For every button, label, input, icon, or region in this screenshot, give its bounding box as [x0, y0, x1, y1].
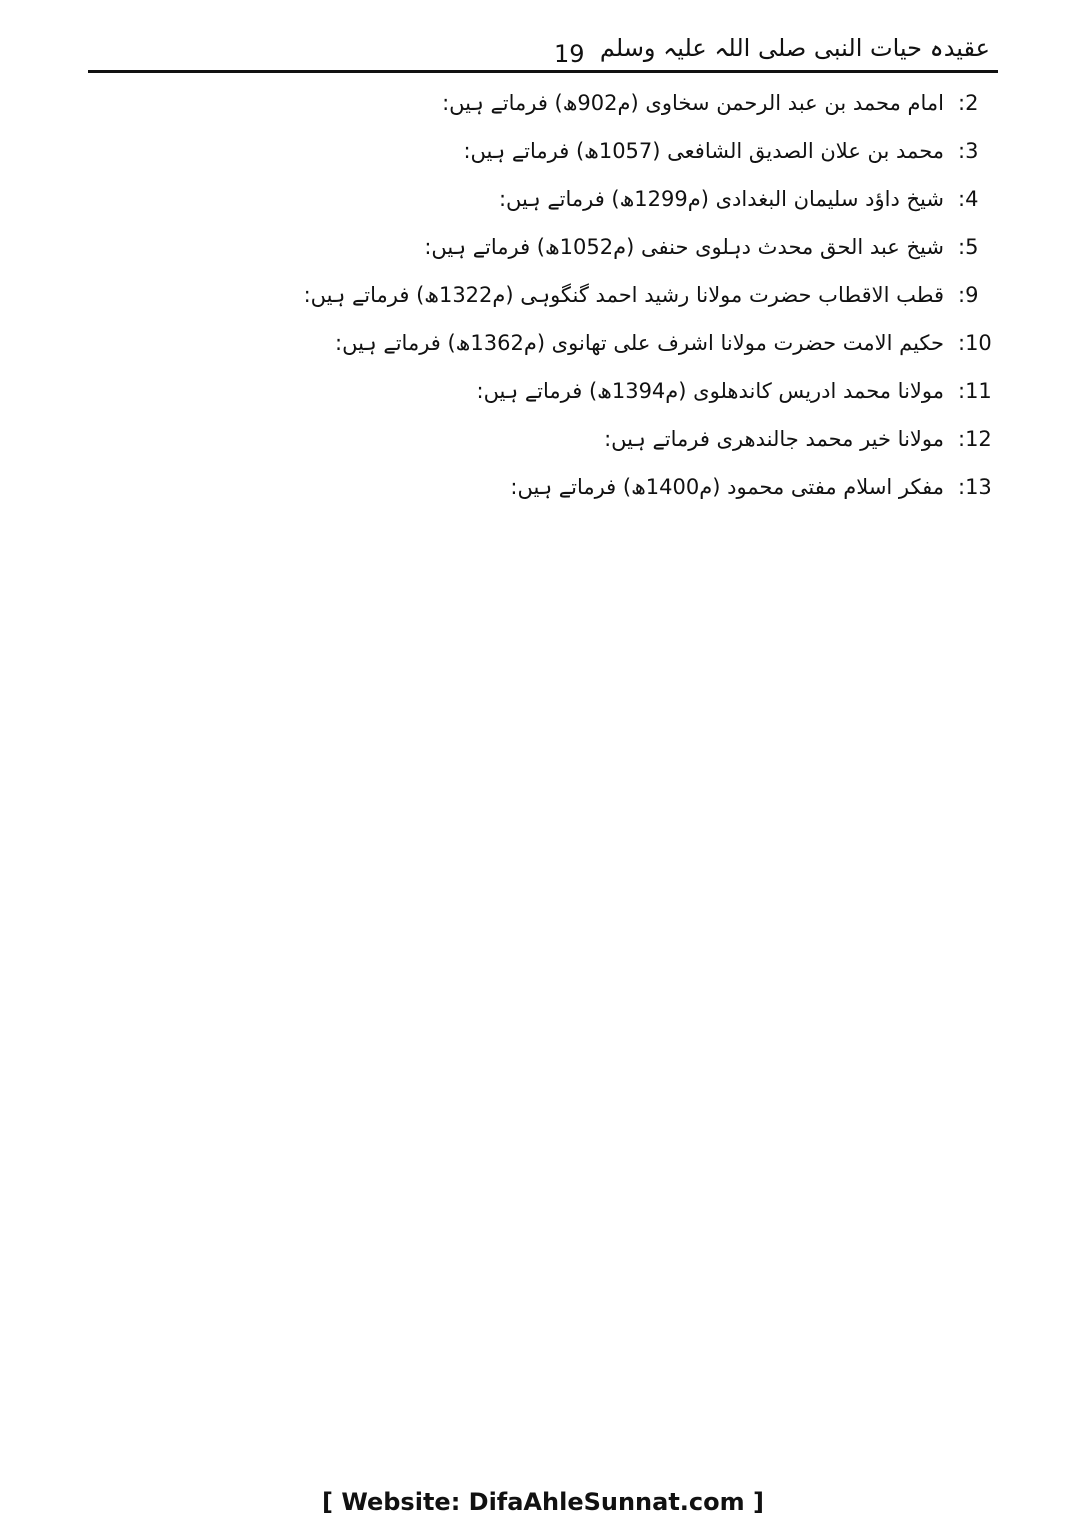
item-number: :9 — [958, 283, 979, 307]
page-header — [88, 28, 998, 72]
footer-website: [ Website: DifaAhleSunnat.com ] — [322, 1488, 764, 1516]
list-item — [88, 276, 998, 314]
item-heading: حکیم الامت حضرت مولانا اشرف علی تھانوی (م1362ھ) فرماتے ہیں: — [335, 331, 944, 355]
item-heading: امام محمد بن عبد الرحمن سخاوی (م902ھ) فرماتے ہیں: — [442, 91, 944, 115]
header-title: عقیدہ حیات النبی صلی اللہ علیہ وسلم — [599, 34, 990, 62]
item-number: :3 — [958, 139, 979, 163]
item-number: :10 — [958, 331, 992, 355]
item-heading: مولانا خیر محمد جالندھری فرماتے ہیں: — [604, 427, 944, 451]
item-heading: محمد بن علان الصدیق الشافعی (1057ھ) فرماتے ہیں: — [463, 139, 944, 163]
item-heading: مفکر اسلام مفتی محمود (م1400ھ) فرماتے ہیں: — [510, 475, 944, 499]
list-item — [88, 180, 998, 218]
page-content — [88, 84, 998, 516]
list-item — [88, 372, 998, 410]
item-heading: شیخ داؤد سلیمان البغدادی (م1299ھ) فرماتے ہیں: — [498, 187, 944, 211]
list-item — [88, 420, 998, 458]
list-item — [88, 228, 998, 266]
item-heading: شیخ عبد الحق محدث دہلوی حنفی (م1052ھ) فرماتے ہیں: — [424, 235, 944, 259]
list-item — [88, 84, 998, 122]
item-number: :12 — [958, 427, 992, 451]
page-number: 19 — [554, 40, 585, 68]
item-number: :11 — [958, 379, 992, 403]
item-number: :4 — [958, 187, 979, 211]
item-number: :2 — [958, 91, 979, 115]
list-item — [88, 132, 998, 170]
item-heading: قطب الاقطاب حضرت مولانا رشید احمد گنگوہی (م1322ھ) فرماتے ہیں: — [303, 283, 944, 307]
header-divider — [88, 70, 998, 73]
item-number: :13 — [958, 475, 992, 499]
item-heading: مولانا محمد ادریس کاندھلوی (م1394ھ) فرماتے ہیں: — [476, 379, 944, 403]
list-item — [88, 468, 998, 506]
list-item — [88, 324, 998, 362]
item-number: :5 — [958, 235, 979, 259]
